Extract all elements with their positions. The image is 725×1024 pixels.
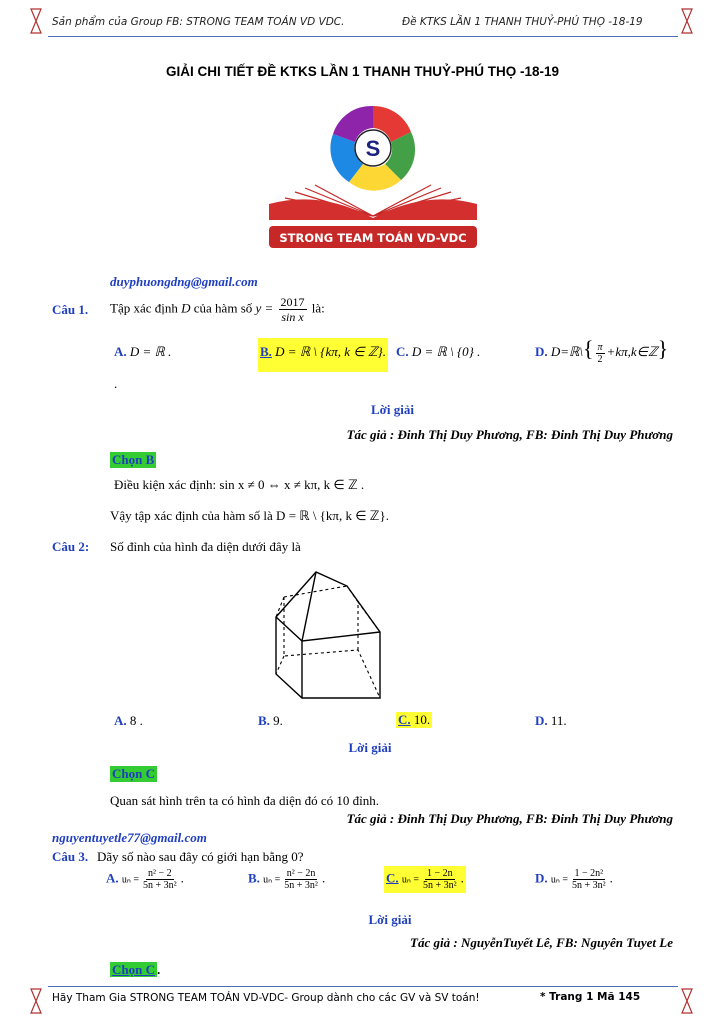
q3-option-a[interactable]: A. uₙ = $\frac{\text{n² − 2}}{\text{5n + 3n²}}$ . [106, 868, 184, 891]
q3-question: Dãy số nào sau đây có giới hạn bằng 0? [97, 849, 304, 864]
q3-option-b[interactable]: B. uₙ = $\frac{\text{n² − 2n}}{\text{5n + 3n²}}$ . [248, 868, 326, 891]
q1-text-a: Tập xác định [110, 300, 178, 316]
q2-solution-title: Lời giải [348, 740, 392, 755]
q2-author: Tác giả : Đinh Thị Duy Phương, FB: Đinh Thị Duy Phương [346, 811, 673, 826]
q3-choice: Chọn C . [112, 962, 161, 977]
q2-label: Câu 2: [52, 539, 90, 554]
q1-author: Tác giả : Đinh Thị Duy Phương, FB: Đinh Thị Duy Phương [346, 427, 673, 442]
header-hourglass-left-icon [30, 8, 42, 38]
q1-text-c: là: [311, 300, 325, 316]
q1-choice-badge: Chọn B [112, 452, 155, 467]
q2-choice-badge: Chọn C [112, 766, 155, 781]
q3-solution-title: Lời giải [368, 912, 412, 927]
q1-var-d: D [181, 300, 191, 316]
header-hourglass-right-icon [681, 8, 693, 38]
q3-label: Câu 3. [52, 849, 89, 864]
q3-option-c[interactable]: C. uₙ = $\frac{1 - 2n}{\text{5n + 3n²}}$ . [386, 868, 464, 891]
q1-label: Câu 1. [52, 302, 89, 317]
page-title: GIẢI CHI TIẾT ĐỀ KTKS LẦN 1 THANH THUỶ-PHÚ THỌ -18-19 [165, 64, 560, 79]
q1-option-d[interactable]: D. D=ℝ\{ $\frac{\pi}{2}$ +kπ,k∈ℤ} [535, 336, 669, 365]
q3-email-link[interactable]: nguyentuyetle77@gmail.com [52, 830, 207, 845]
q1-solution-line-1: Điều kiện xác định: sin x ≠ 0 ⇔ x ≠ kπ, k ∈ ℤ . [114, 477, 365, 492]
svg-text:STRONG TEAM TOÁN VD-VDC: STRONG TEAM TOÁN VD-VDC [279, 231, 467, 245]
q3-author: Tác giả : NguyễnTuyết Lê, FB: Nguyên Tuyet Le [410, 935, 673, 950]
q1-text-b: của hàm số [193, 300, 253, 316]
q1-dot: . [114, 376, 118, 391]
q2-option-c[interactable]: C. 10. [398, 712, 431, 727]
footer-hourglass-right-icon [681, 988, 693, 1018]
q2-option-d[interactable]: D. 11. [535, 713, 567, 728]
q1-solution-title: Lời giải [371, 402, 414, 417]
q1-email-link[interactable]: duyphuongdng@gmail.com [110, 274, 258, 289]
footer-left-text: Hãy Tham Gia STRONG TEAM TOÁN VD-VDC- Group dành cho các GV và SV toán! [52, 992, 480, 1004]
header-right-text: Đề KTKS LẦN 1 THANH THUỶ-PHÚ THỌ -18-19 [402, 16, 643, 28]
q3-choice-badge: Chọn C [112, 962, 155, 977]
q1-option-c[interactable]: C. D = ℝ \ {0} . [396, 344, 481, 359]
q2-option-b[interactable]: B. 9. [258, 713, 283, 728]
q1-question [110, 295, 325, 324]
q1-fraction: $\frac{2017}{\text{sin x}}$ [280, 295, 305, 324]
q2-question: Số đỉnh của hình đa diện dưới đây là [110, 539, 301, 554]
footer-page-number: * Trang 1 Mã 145 [540, 991, 641, 1003]
header-left-text: Sản phẩm của Group FB: STRONG TEAM TOÁN VD VDC. [52, 16, 345, 28]
q2-option-a[interactable]: A. 8 . [114, 713, 143, 728]
q1-solution-line-2: Vậy tập xác định của hàm số là D = ℝ \ {kπ, k ∈ ℤ}. [110, 508, 389, 523]
footer-rule [48, 986, 678, 987]
q2-solution-line-1: Quan sát hình trên ta có hình đa diện đó có 10 đỉnh. [110, 793, 379, 808]
team-logo [265, 98, 481, 254]
header-rule [48, 36, 678, 37]
q1-fn: y = [255, 300, 274, 316]
footer-hourglass-left-icon [30, 988, 42, 1018]
q3-option-d[interactable]: D. uₙ = $\frac{\text{1 − 2n²}}{\text{5n + 3n²}}$ . [535, 868, 613, 891]
logo-letter: S [365, 136, 381, 161]
q1-option-b[interactable]: B. D = ℝ \ {kπ, k ∈ ℤ}. [258, 338, 388, 372]
q1-option-a[interactable]: A. D = ℝ . [114, 344, 172, 359]
q2-polyhedron-figure [270, 570, 385, 705]
